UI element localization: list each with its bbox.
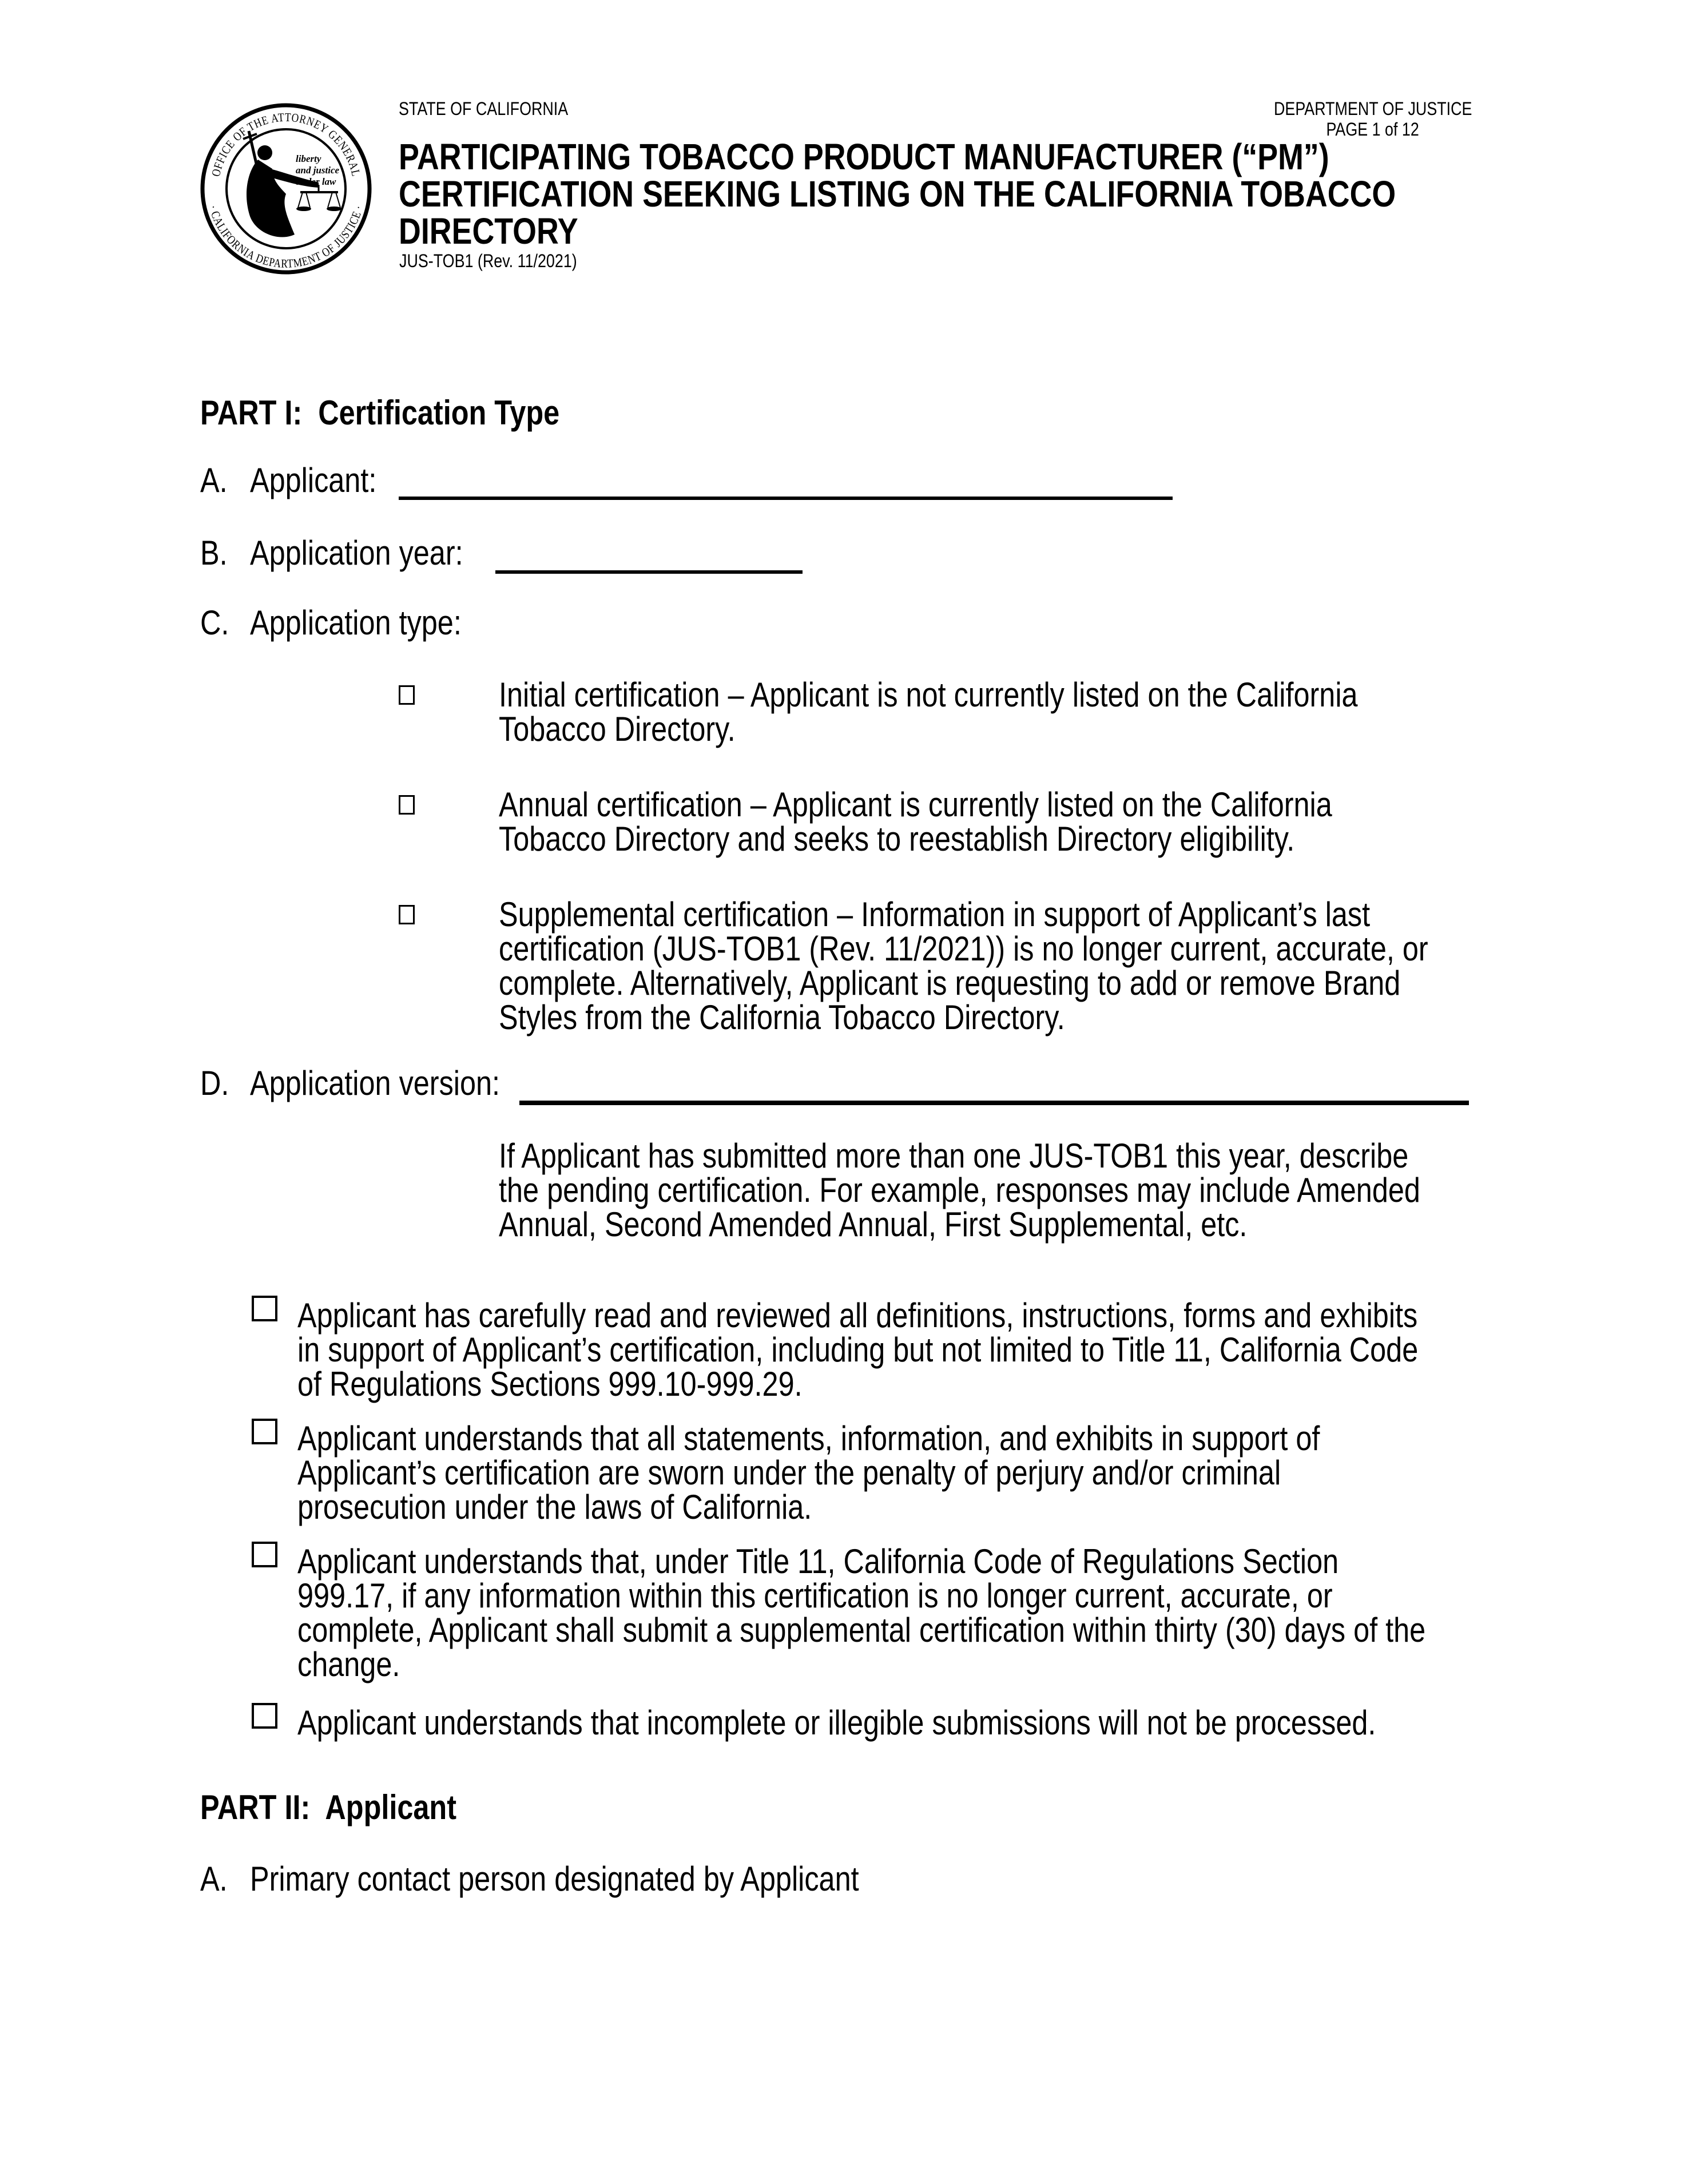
form-title-line: CERTIFICATION SEEKING LISTING ON THE CALIFORNIA TOBACCO — [399, 173, 1396, 215]
checkbox-annual-certification[interactable] — [399, 795, 415, 815]
part2-heading: PART II: Applicant — [200, 1788, 456, 1826]
svg-text:liberty: liberty — [296, 153, 321, 164]
option-line: Initial certification – Applicant is not currently listed on the California — [499, 676, 1358, 714]
applicant-field-line[interactable] — [399, 497, 1173, 500]
item-c-text: Application type: — [250, 603, 462, 642]
part1-heading: PART I: Certification Type — [200, 394, 560, 432]
svg-text:and justice: and justice — [296, 165, 340, 176]
ack-read-reviewed — [297, 1296, 1631, 1403]
form-title-line: PARTICIPATING TOBACCO PRODUCT MANUFACTURER (“PM”) — [399, 136, 1329, 177]
option-line: complete. Alternatively, Applicant is requesting to add or remove Brand — [499, 964, 1401, 1002]
item-b-label: B. — [200, 534, 228, 572]
ack-line: of Regulations Sections 999.10-999.29. — [297, 1365, 803, 1403]
option-line: certification (JUS-TOB1 (Rev. 11/2021)) is no longer current, accurate, or — [499, 930, 1428, 968]
part2-item-a-text: Primary contact person designated by Applicant — [250, 1860, 859, 1898]
svg-text:under law: under law — [296, 176, 336, 187]
item-d-label: D. — [200, 1064, 229, 1102]
part2-item-a-label: A. — [200, 1860, 228, 1898]
version-note — [499, 1139, 1596, 1242]
ack-line: prosecution under the laws of California. — [297, 1488, 812, 1526]
checkbox-supplemental-certification[interactable] — [399, 905, 415, 924]
option-line: Annual certification – Applicant is currently listed on the California — [499, 785, 1332, 824]
item-a-text: Applicant: — [250, 461, 377, 499]
checkbox-ack-incomplete-submissions[interactable] — [252, 1703, 277, 1729]
state-header-label: STATE OF CALIFORNIA — [399, 98, 569, 119]
form-number: JUS-TOB1 (Rev. 11/2021) — [399, 251, 577, 271]
item-b-text: Application year: — [250, 534, 463, 572]
seal-ring-bottom-text: · CALIFORNIA DEPARTMENT OF JUSTICE · — [206, 202, 366, 271]
form-title-line: DIRECTORY — [399, 211, 578, 252]
item-d-text: Application version: — [250, 1064, 501, 1102]
item-c-label: C. — [200, 603, 229, 642]
ack-line: Applicant understands that, under Title 11, California Code of Regulations Section — [297, 1542, 1339, 1581]
option-line: Tobacco Directory. — [499, 710, 736, 748]
ack-sworn-perjury — [297, 1421, 1515, 1524]
item-a-label: A. — [200, 461, 228, 499]
form-title — [399, 138, 1586, 250]
checkbox-initial-certification[interactable] — [399, 685, 415, 705]
option-line: Tobacco Directory and seeks to reestablish Directory eligibility. — [499, 820, 1295, 858]
ack-line: Applicant understands that incomplete or illegible submissions will not be processed. — [297, 1703, 1376, 1742]
ack-line: Applicant’s certification are sworn under the penalty of perjury and/or criminal — [297, 1454, 1281, 1492]
doj-seal — [200, 102, 372, 275]
department-label: DEPARTMENT OF JUSTICE — [1273, 98, 1472, 119]
page-number: PAGE 1 of 12 — [1326, 119, 1420, 140]
option-line: Supplemental certification – Information in support of Applicant’s last — [499, 895, 1371, 934]
ack-line: in support of Applicant’s certification, including but not limited to Title 11, California Code — [297, 1331, 1419, 1369]
checkbox-ack-read-reviewed[interactable] — [252, 1296, 277, 1321]
agency-header — [1201, 98, 1544, 140]
version-note-line: If Applicant has submitted more than one JUS-TOB1 this year, describe — [499, 1137, 1409, 1175]
ack-line: Applicant understands that all statements, information, and exhibits in support of — [297, 1419, 1320, 1458]
ack-supplemental-30days — [297, 1544, 1641, 1682]
option-initial-certification — [499, 678, 1522, 746]
ack-incomplete-submissions — [297, 1703, 1582, 1742]
application-year-field-line[interactable] — [495, 570, 803, 574]
ack-line: Applicant has carefully read and reviewed all definitions, instructions, forms and exhibits — [297, 1296, 1418, 1335]
checkbox-ack-supplemental-30days[interactable] — [252, 1542, 277, 1567]
ack-line: complete, Applicant shall submit a supplemental certification within thirty (30) days of the — [297, 1611, 1426, 1649]
application-version-field-line[interactable] — [519, 1101, 1469, 1105]
option-supplemental-certification — [499, 895, 1605, 1037]
option-line: Styles from the California Tobacco Directory. — [499, 998, 1065, 1037]
option-annual-certification — [499, 785, 1491, 858]
checkbox-ack-sworn-perjury[interactable] — [252, 1419, 277, 1444]
seal-ring-top-text: OFFICE OF THE ATTORNEY GENERAL — [209, 110, 364, 180]
version-note-line: Annual, Second Amended Annual, First Supplemental, etc. — [499, 1205, 1248, 1244]
ack-line: change. — [297, 1645, 400, 1683]
version-note-line: the pending certification. For example, responses may include Amended — [499, 1171, 1420, 1209]
ack-line: 999.17, if any information within this certification is no longer current, accurate, or — [297, 1577, 1333, 1615]
state-header — [399, 98, 601, 119]
